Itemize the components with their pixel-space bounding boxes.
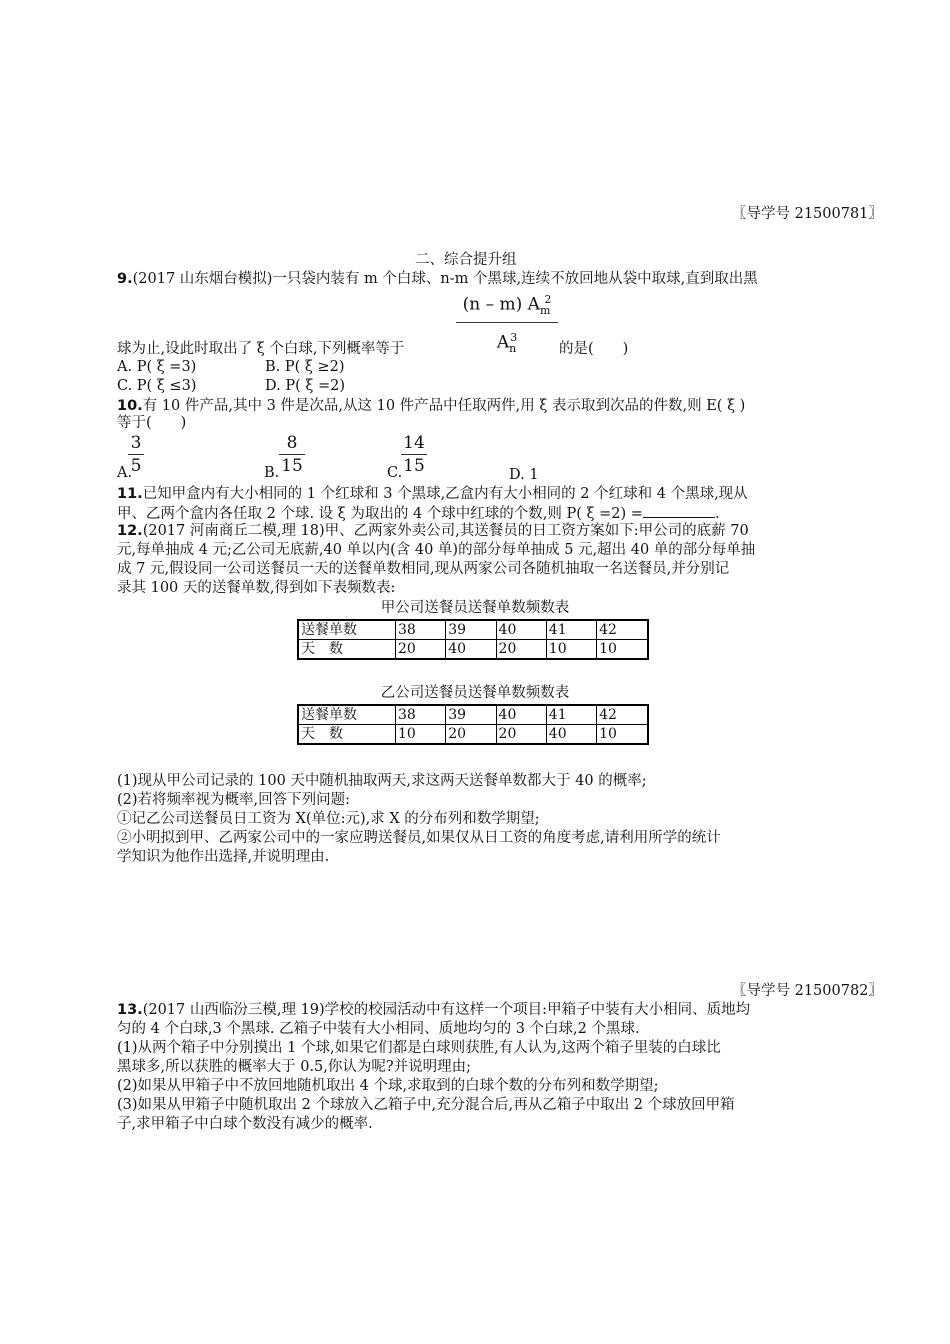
table-cell: 20 <box>446 725 496 745</box>
question-10-line-2: 等于( ) <box>117 415 187 431</box>
sub-question-2-2: ②小明拟到甲、乙两家公司中的一家应聘送餐员,如果仅从日工资的角度考虑,请利用所学的统计 <box>117 830 721 846</box>
table-cell: 40 <box>496 705 546 725</box>
question-text: (2017 山西临汾三模,理 19)学校的校园活动中有这样一个项目:甲箱子中装有大小相同、质地均 <box>142 1002 751 1018</box>
table-cell: 送餐单数 <box>298 705 396 725</box>
question-13-line-2: 匀的 4 个白球,3 个黑球. 乙箱子中装有大小相同、质地均匀的 3 个白球,2 个黑球. <box>117 1021 640 1037</box>
option-d: D. P( ξ =2) <box>265 378 345 394</box>
fraction-denominator: 5 <box>130 456 142 476</box>
table-cell: 38 <box>396 705 446 725</box>
table-cell: 10 <box>546 640 596 660</box>
fraction-numerator: (n – m) $A_m^2$ <box>462 293 552 318</box>
question-number: 13. <box>117 1002 143 1018</box>
option-a-label: A. <box>117 465 133 481</box>
table-cell: 10 <box>597 640 648 660</box>
question-text: 已知甲盒内有大小相同的 1 个红球和 3 个黑球,乙盒内有大小相同的 2 个红球和 4 个黑球,现从 <box>142 486 748 502</box>
table-cell: 20 <box>396 640 446 660</box>
period: . <box>714 506 720 522</box>
fraction-numerator: 8 <box>286 433 298 453</box>
question-text: 甲、乙两个盒内各任取 2 个球. 设 ξ 为取出的 4 个球中红球的个数,则 P( ξ =2) = <box>117 506 643 522</box>
table-cell: 38 <box>396 620 446 640</box>
question-9-line-1 <box>117 270 758 288</box>
option-d: D. 1 <box>509 467 539 483</box>
question-text: 有 10 件产品,其中 3 件是次品,从这 10 件产品中任取两件,用 ξ 表示取到次品的件数,则 E( ξ ) <box>142 398 746 414</box>
option-c: C. P( ξ ≤3) <box>117 378 197 394</box>
sub-question-3-cont: 子,求甲箱子中白球个数没有减少的概率. <box>117 1116 373 1132</box>
question-number: 11. <box>117 486 143 502</box>
sub-question-1: (1)从两个箱子中分别摸出 1 个球,如果它们都是白球则获胜,有人认为,这两个箱子里装的白球比 <box>117 1040 721 1056</box>
table-cell: 送餐单数 <box>298 620 396 640</box>
question-12-line-3: 成 7 元,假设同一公司送餐员一天的送餐单数相同,现从两家公司各随机抽取一名送餐员,并分别记 <box>117 561 730 577</box>
table-cell: 40 <box>546 725 596 745</box>
table-row <box>298 705 648 725</box>
table-cell: 20 <box>496 725 546 745</box>
question-9-line-2-end: 的是( ) <box>559 341 629 357</box>
sub-question-3: (3)如果从甲箱子中随机取出 2 个球放入乙箱子中,充分混合后,再从乙箱子中取出 2 个球放回甲箱 <box>117 1097 735 1113</box>
question-10-line-1 <box>117 397 745 415</box>
question-number: 9. <box>117 271 133 287</box>
table-cell: 40 <box>446 640 496 660</box>
table-row <box>298 620 648 640</box>
table-2-caption: 乙公司送餐员送餐单数频数表 <box>380 685 570 701</box>
table-cell: 39 <box>446 620 496 640</box>
table-cell: 42 <box>597 620 648 640</box>
question-number: 12. <box>117 523 143 539</box>
fraction-numerator: 14 <box>403 433 425 453</box>
fraction-numerator: 3 <box>130 433 142 453</box>
table-1-caption: 甲公司送餐员送餐单数频数表 <box>380 600 570 616</box>
frequency-table-jia <box>297 619 649 660</box>
table-cell: 41 <box>546 620 596 640</box>
sub-question-2-2-cont: 学知识为他作出选择,并说明理由. <box>117 849 330 865</box>
sub-question-2: (2)如果从甲箱子中不放回地随机取出 4 个球,求取到的白球个数的分布列和数学期望; <box>117 1078 659 1094</box>
reference-number: 〖导学号 21500782〗 <box>732 983 883 999</box>
question-11-line-1 <box>117 485 748 503</box>
option-b-fraction <box>279 432 305 477</box>
table-cell: 天 数 <box>298 725 396 745</box>
table-cell: 41 <box>546 705 596 725</box>
option-a-fraction <box>128 432 144 477</box>
table-cell: 天 数 <box>298 640 396 660</box>
fraction-denominator: $A_n^3$ <box>496 331 518 356</box>
sub-question-1: (1)现从甲公司记录的 100 天中随机抽取两天,求这两天送餐单数都大于 40 的概率; <box>117 773 647 789</box>
table-cell: 10 <box>396 725 446 745</box>
frequency-table-yi <box>297 704 649 745</box>
question-12-line-1 <box>117 522 749 540</box>
section-title: 二、综合提升组 <box>415 252 517 268</box>
table-cell: 42 <box>597 705 648 725</box>
sub-question-2: (2)若将频率视为概率,回答下列问题: <box>117 792 351 808</box>
sub-question-2-1: ①记乙公司送餐员日工资为 X(单位:元),求 X 的分布列和数学期望; <box>117 811 540 827</box>
question-13-line-1 <box>117 1001 750 1019</box>
reference-number: 〖导学号 21500781〗 <box>732 206 883 222</box>
table-row <box>298 725 648 745</box>
question-text: (2017 山东烟台模拟)一只袋内装有 m 个白球、n-m 个黑球,连续不放回地从袋中取球,直到取出黑 <box>132 271 758 287</box>
option-a: A. P( ξ =3) <box>117 359 197 375</box>
question-11-line-2 <box>117 503 720 523</box>
question-12-line-2: 元,每单抽成 4 元;乙公司无底薪,40 单以内(含 40 单)的部分每单抽成 5 元,超出 40 单的部分每单抽 <box>117 542 756 558</box>
question-12-line-4: 录其 100 天的送餐单数,得到如下表频数表: <box>117 580 396 596</box>
answer-blank[interactable] <box>643 503 715 518</box>
table-cell: 10 <box>597 725 648 745</box>
question-number: 10. <box>117 398 143 414</box>
table-cell: 20 <box>496 640 546 660</box>
fraction-denominator: 15 <box>403 456 425 476</box>
table-row <box>298 640 648 660</box>
table-cell: 39 <box>446 705 496 725</box>
option-b-label: B. <box>264 465 280 481</box>
option-c-fraction <box>401 432 427 477</box>
fraction-denominator: 15 <box>281 456 303 476</box>
option-b: B. P( ξ ≥2) <box>265 359 345 375</box>
sub-question-1-cont: 黑球多,所以获胜的概率大于 0.5,你认为呢?并说明理由; <box>117 1059 472 1075</box>
question-9-line-2: 球为止,设此时取出了 ξ 个白球,下列概率等于 <box>117 341 405 357</box>
question-text: (2017 河南商丘二模,理 18)甲、乙两家外卖公司,其送餐员的日工资方案如下:甲公司的底薪 70 <box>142 523 749 539</box>
option-c-label: C. <box>387 465 403 481</box>
table-cell: 40 <box>496 620 546 640</box>
probability-fraction <box>456 289 558 360</box>
fraction-bar <box>456 322 558 323</box>
